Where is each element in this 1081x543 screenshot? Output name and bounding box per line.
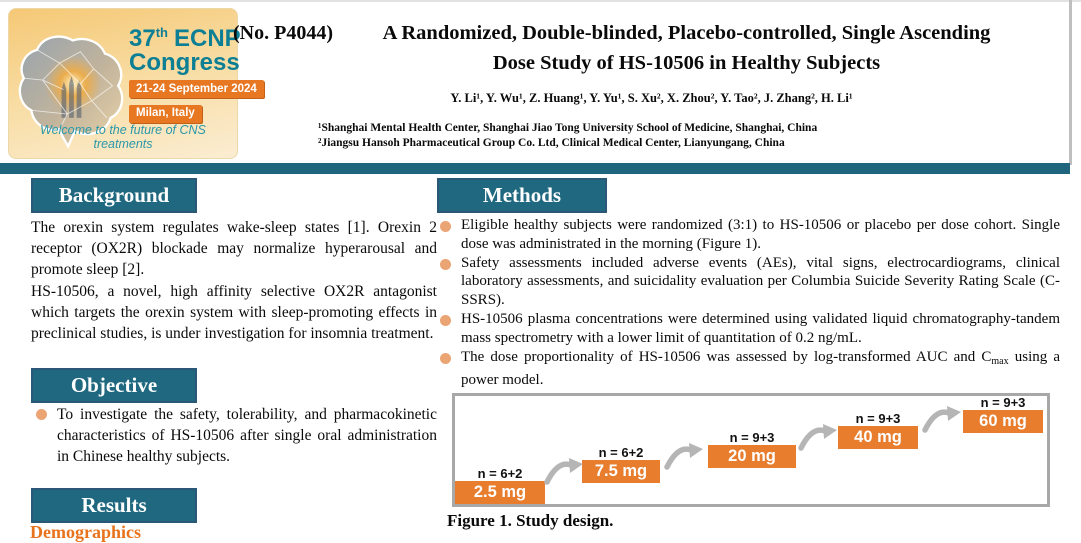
- ecnp-logo-card: [8, 8, 257, 159]
- affiliation-2: ²Jiangsu Hansoh Pharmaceutical Group Co. Ltd, Clinical Medical Center, Lianyungang, China: [318, 137, 785, 149]
- dose-step-box-4: 40 mg: [838, 426, 918, 449]
- bullet-dot-icon: [440, 315, 451, 326]
- bullet-dot-icon: [440, 221, 451, 232]
- congress-number: 37: [129, 25, 156, 52]
- methods-bullet-1: [440, 216, 1060, 254]
- methods-bullet-list: [440, 216, 1060, 390]
- methods-bullet-3-text: HS-10506 plasma concentrations were determined using validated liquid chromatography-tandem mass spectrometry with a lower limit of quantitation of 0.2 ng/mL.: [461, 310, 1060, 346]
- methods-bullet-4-text: [461, 348, 1060, 391]
- dose-step-box-1: 2.5 mg: [455, 481, 545, 504]
- background-paragraph-1: The orexin system regulates wake-sleep states [1]. Orexin 2 receptor (OX2R) blockade may normalize hyperarousal and promote sleep [2].: [31, 219, 437, 279]
- dose-step-label-1: n = 6+2: [477, 466, 523, 481]
- methods-bullet-4-subscript: max: [991, 355, 1009, 367]
- background-body: [31, 217, 437, 344]
- header-divider-bar: [0, 163, 1070, 174]
- dose-step-label-2: n = 6+2: [598, 445, 644, 460]
- dose-step-box-5: 60 mg: [963, 410, 1043, 433]
- bullet-dot-icon: [440, 259, 451, 270]
- congress-ecnp: ECNP: [173, 25, 241, 52]
- study-design-figure: [452, 393, 1050, 507]
- bullet-dot-icon: [440, 353, 451, 364]
- affiliation-1: ¹Shanghai Mental Health Center, Shanghai Jiao Tong University School of Medicine, Shanghai, China: [318, 122, 818, 134]
- city-badge: Milan, Italy: [129, 105, 202, 123]
- escalation-arrow-icon: [921, 405, 961, 433]
- escalation-arrow-icon: [797, 423, 837, 451]
- dose-step-box-3: 20 mg: [708, 445, 796, 468]
- poster-title: [333, 18, 1070, 78]
- title-line-2: Dose Study of HS-10506 in Healthy Subjects: [492, 52, 881, 74]
- methods-section-header: Methods: [437, 178, 607, 213]
- congress-ordinal: th: [155, 25, 168, 40]
- authors-line: Y. Li¹, Y. Wu¹, Z. Huang¹, Y. Yu¹, S. Xu², X. Zhou², Y. Tao², J. Zhang², H. Li¹: [450, 91, 853, 105]
- results-section-header: Results: [31, 488, 197, 523]
- background-section-header: Background: [31, 178, 197, 213]
- methods-bullet-4-pre: The dose proportionality of HS-10506 was assessed by log-transformed AUC and C: [461, 348, 992, 365]
- logo-tagline: Welcome to the future of CNS treatments: [40, 123, 206, 151]
- objective-bullet: [36, 404, 437, 468]
- objective-section-header: Objective: [31, 368, 197, 403]
- methods-bullet-4-post: using a power model.: [461, 348, 1060, 389]
- methods-bullet-4: [440, 348, 1060, 391]
- figure-caption: Figure 1. Study design.: [447, 511, 614, 530]
- methods-bullet-1-text: Eligible healthy subjects were randomized (3:1) to HS-10506 or placebo per dose cohort. Single dose was administrated in the morning (Figure 1).: [461, 217, 1060, 252]
- poster-number: (No. P4044): [233, 22, 333, 44]
- background-paragraph-2: HS-10506, a novel, high affinity selective OX2R antagonist which targets the orexin system with sleep-promoting effects in preclinical studies, is under investigation for insomnia treatment.: [31, 282, 437, 343]
- bullet-dot-icon: [36, 409, 47, 420]
- dose-step-label-4: n = 9+3: [855, 411, 901, 426]
- methods-bullet-2: [440, 254, 1060, 310]
- escalation-arrow-icon: [663, 442, 703, 470]
- methods-bullet-3: [440, 310, 1060, 348]
- dose-step-label-3: n = 9+3: [729, 430, 775, 445]
- congress-wordmark-line2: Congress: [129, 49, 240, 76]
- title-line-1: A Randomized, Double-blinded, Placebo-controlled, Single Ascending: [382, 22, 991, 44]
- date-badge: 21-24 September 2024: [129, 80, 264, 98]
- demographics-subheading: Demographics: [30, 522, 141, 542]
- title-block: [233, 18, 1070, 151]
- objective-bullet-text: To investigate the safety, tolerability, and pharmacokinetic characteristics of HS-10506 after single oral administration in Chinese healthy subjects.: [57, 406, 437, 466]
- dose-step-label-5: n = 9+3: [980, 395, 1026, 410]
- methods-bullet-2-text: Safety assessments included adverse events (AEs), vital signs, electrocardiograms, clinical laboratory assessments, and suicidality evaluation per Columbia Suicide Severity Rating Scale (C-SSRS).: [461, 254, 1060, 309]
- page-top-edge: [0, 0, 1081, 2]
- dose-step-box-2: 7.5 mg: [582, 460, 660, 483]
- affiliations-block: [233, 121, 1070, 151]
- escalation-arrow-icon: [543, 457, 583, 485]
